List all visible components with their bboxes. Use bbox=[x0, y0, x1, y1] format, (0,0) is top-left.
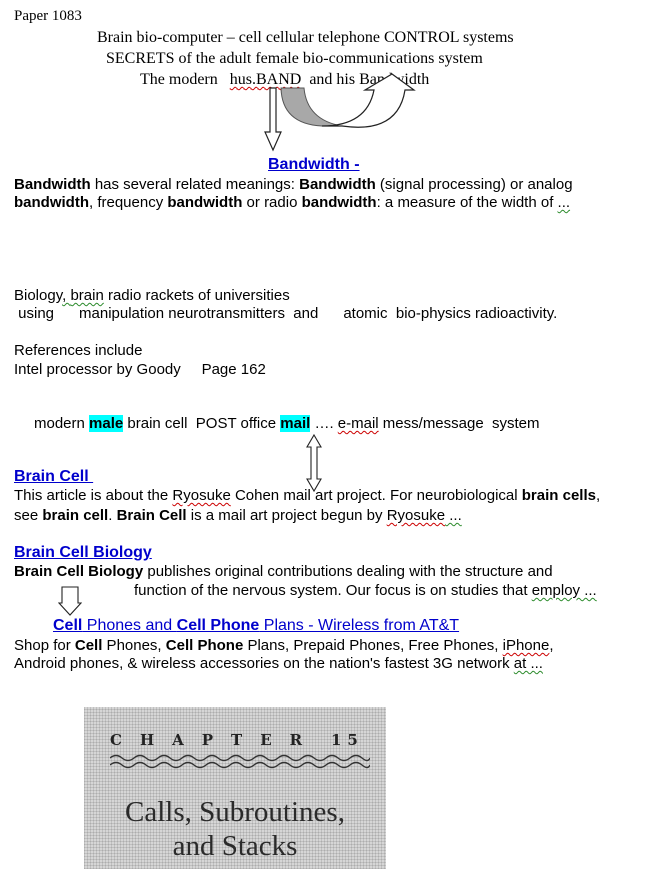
brain-cell-biology-link[interactable]: Brain Cell Biology bbox=[14, 544, 152, 561]
bandwidth-text: , frequency bbox=[89, 194, 168, 211]
cell-phones-term: Cell Phone bbox=[165, 637, 244, 654]
header-husband-word: hus.BAND bbox=[229, 71, 302, 88]
brain-cell-text: see bbox=[14, 507, 43, 524]
post-office-text: …. bbox=[310, 415, 338, 432]
chapter-number: 15 bbox=[331, 731, 364, 749]
cell-phones-link-part[interactable]: Plans - Wireless from AT&T bbox=[259, 617, 460, 634]
bandwidth-line-2 bbox=[14, 194, 570, 211]
iphone-word: iPhone bbox=[502, 637, 550, 654]
brain-cell-biology-term: Brain Cell Biology bbox=[14, 563, 144, 580]
cell-phones-text: Shop for bbox=[14, 637, 75, 654]
header-line-3-prefix: The modern bbox=[140, 71, 218, 88]
post-office-text: brain cell POST office bbox=[123, 415, 281, 432]
brain-cell-biology-line-2 bbox=[134, 582, 597, 599]
curved-band-shape bbox=[281, 88, 342, 126]
brain-cell-line-2 bbox=[14, 507, 462, 524]
cell-phones-link[interactable] bbox=[53, 617, 459, 635]
chapter-title-line-1: Calls, Subroutines, bbox=[125, 796, 345, 828]
brain-cell-text: . bbox=[108, 507, 117, 524]
down-arrow-icon bbox=[265, 88, 281, 150]
brain-cell-ellipsis: ... bbox=[445, 507, 462, 524]
bandwidth-term: Bandwidth bbox=[14, 176, 91, 193]
bandwidth-text: : a measure of the width of bbox=[376, 194, 558, 211]
cell-phones-link-part[interactable]: Cell bbox=[53, 617, 83, 634]
post-office-text: modern bbox=[34, 415, 90, 432]
wavy-rule-icon bbox=[110, 753, 370, 771]
post-office-text: mess/message system bbox=[378, 415, 540, 432]
paper-number: Paper 1083 bbox=[14, 8, 82, 24]
bandwidth-term: bandwidth bbox=[167, 194, 243, 211]
chapter-label: CHAPTER bbox=[110, 731, 321, 749]
brain-cell-text: This article is about the bbox=[14, 487, 173, 504]
bandwidth-term: Bandwidth bbox=[299, 176, 376, 193]
curved-up-arrow-icon bbox=[322, 74, 414, 127]
biology-text: Biology bbox=[14, 287, 63, 304]
cell-phones-text: Android phones, & wireless accessories on the nation's fastest 3G network bbox=[14, 655, 514, 672]
biology-brain-word: brain bbox=[70, 287, 104, 304]
brain-cell-term: brain cell bbox=[42, 507, 109, 524]
cell-phones-link-part[interactable]: Phones and bbox=[82, 617, 177, 634]
bandwidth-ellipsis: ... bbox=[557, 194, 571, 211]
cell-phones-text: Plans, Prepaid Phones, Free Phones, bbox=[243, 637, 503, 654]
bandwidth-text: has several related meanings: bbox=[90, 176, 300, 193]
small-down-arrow-icon bbox=[58, 585, 82, 617]
ryosuke-word: Ryosuke bbox=[172, 487, 231, 504]
header-line-3-suffix: and his Bandwidth bbox=[309, 71, 430, 88]
brain-cell-biology-line-1 bbox=[14, 563, 553, 580]
bandwidth-text: or radio bbox=[242, 194, 302, 211]
biology-comma: , bbox=[62, 287, 71, 304]
highlight-male: male bbox=[89, 415, 124, 432]
brain-cell-line-1 bbox=[14, 487, 600, 504]
biology-text: radio rackets of universities bbox=[103, 287, 290, 304]
brain-cell-text: is a mail art project begun by bbox=[186, 507, 387, 524]
bandwidth-term: bandwidth bbox=[301, 194, 377, 211]
bandwidth-title-link[interactable]: Bandwidth - bbox=[268, 156, 360, 173]
references-line-2: Intel processor by Goody Page 162 bbox=[14, 361, 266, 378]
header-line-2: SECRETS of the adult female bio-communications system bbox=[106, 50, 483, 67]
cell-phones-text: Phones, bbox=[102, 637, 166, 654]
cell-phones-link-part[interactable]: Cell Phone bbox=[176, 617, 260, 634]
post-office-line bbox=[34, 415, 540, 432]
cell-phones-text: , bbox=[549, 637, 554, 654]
bandwidth-line-1 bbox=[14, 176, 573, 193]
ryosuke-word: Ryosuke bbox=[386, 507, 446, 524]
biology-line-2: using manipulation neurotransmitters and atomic bio-physics radioactivity. bbox=[14, 305, 558, 322]
highlight-mail: mail bbox=[280, 415, 311, 432]
biology-line-1 bbox=[14, 287, 290, 304]
email-word: e-mail bbox=[337, 415, 379, 432]
cell-phones-ellipsis: at ... bbox=[513, 655, 543, 672]
chapter-cover-image bbox=[84, 707, 386, 869]
chapter-title-line-2: and Stacks bbox=[172, 830, 298, 862]
bandwidth-text: (signal processing) or analog bbox=[375, 176, 573, 193]
brain-cell-biology-text: function of the nervous system. Our focus is on studies that bbox=[134, 582, 532, 599]
brain-cell-term: brain cells bbox=[521, 487, 596, 504]
employ-word: employ ... bbox=[531, 582, 597, 599]
references-line-1: References include bbox=[14, 342, 143, 359]
header-line-1: Brain bio-computer – cell cellular telephone CONTROL systems bbox=[97, 29, 514, 46]
cell-phones-line-2 bbox=[14, 655, 543, 672]
double-arrow-icon bbox=[304, 433, 324, 493]
brain-cell-link[interactable]: Brain Cell bbox=[14, 468, 94, 485]
brain-cell-term: Brain Cell bbox=[116, 507, 187, 524]
brain-cell-text: Cohen mail art project. For neurobiological bbox=[230, 487, 522, 504]
arrows-graphic bbox=[262, 70, 422, 160]
cell-phones-term: Cell bbox=[74, 637, 103, 654]
brain-cell-biology-text: publishes original contributions dealing with the structure and bbox=[143, 563, 553, 580]
cell-phones-line-1 bbox=[14, 637, 554, 654]
bandwidth-term: bandwidth bbox=[14, 194, 89, 211]
brain-cell-text: , bbox=[595, 487, 601, 504]
